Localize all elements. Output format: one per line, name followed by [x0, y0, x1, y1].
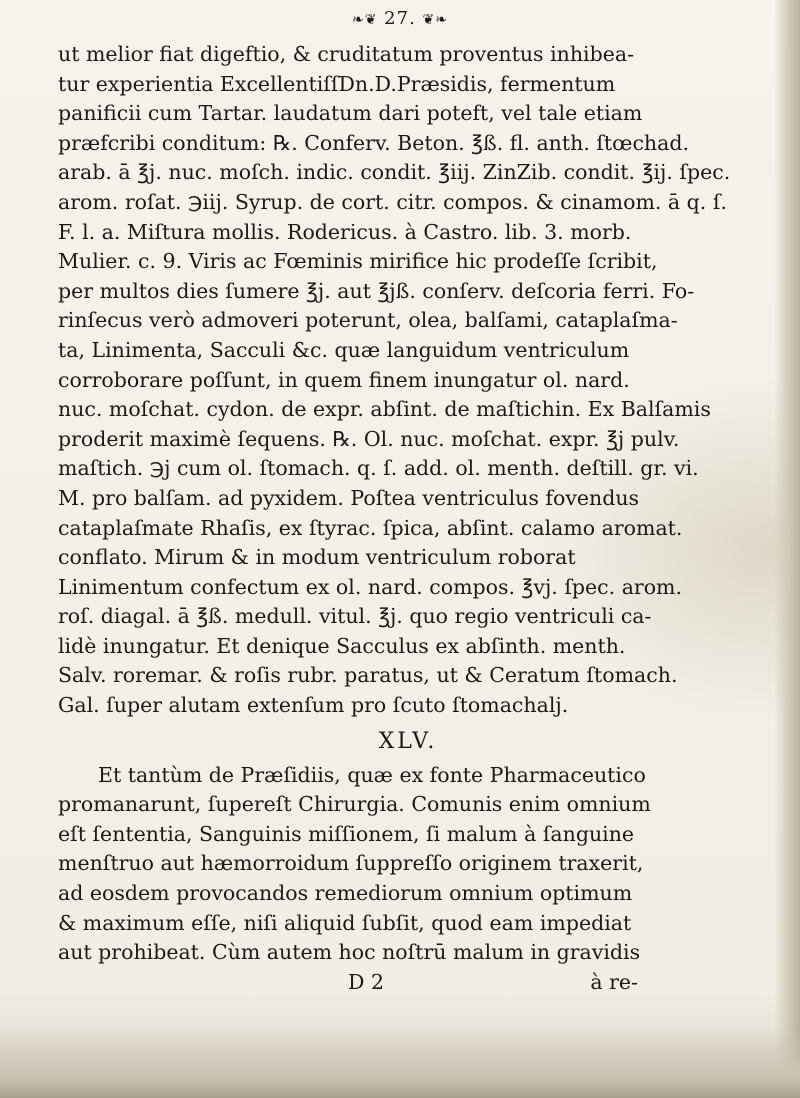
text-line: arom. roſat. ℈iij. Syrup. de cort. citr. compos. & cinamom. ā q. ſ. [58, 189, 727, 214]
text-line: cataplaſmate Rhaſis, ex ſtyrac. ſpica, abſint. calamo aromat. [58, 515, 683, 540]
text-line: aut prohibeat. Cùm autem hoc noſtrū malum in gravidis [58, 940, 641, 965]
text-line: maſtich. ℈j cum ol. ſtomach. q. ſ. add. ol. menth. deſtill. gr. vi. [58, 456, 699, 481]
text-line: Salv. roremar. & roſis rubr. paratus, ut & Ceratum ſtomach. [58, 663, 678, 688]
page-bottom-stain [0, 1028, 800, 1098]
text-line: eſt ſententia, Sanguinis miſſionem, ſi malum à ſanguine [58, 821, 635, 846]
text-line: menſtruo aut hæmorroidum ſuppreſſo originem traxerit, [58, 851, 644, 876]
text-line: corroborare poſſunt, in quem finem inungatur ol. nard. [58, 367, 630, 392]
page-header [0, 8, 800, 29]
text-line: proderit maximè ſequens. ℞. Ol. nuc. moſchat. expr. ℥j pulv. [58, 426, 680, 451]
signature-mark: D 2 [348, 969, 384, 994]
text-line: per multos dies ſumere ℥j. aut ℥jß. conſerv. deſcoria ferri. Fo- [58, 278, 695, 303]
text-line: Gal. ſuper alutam extenſum pro ſcuto ſtomachalj. [58, 693, 569, 718]
text-line: nuc. moſchat. cydon. de expr. abſint. de maſtichin. Ex Balſamis [58, 397, 711, 422]
text-line: ta, Linimenta, Sacculi &c. quæ languidum ventriculum [58, 337, 630, 362]
text-line: tur experientia ExcellentiſſDn.D.Præsidis, fermentum [58, 71, 616, 96]
text-line: panificii cum Tartar. laudatum dari poteft, vel tale etiam [58, 101, 643, 126]
body-text [58, 40, 758, 997]
right-ornament-icon: ❦❧ [422, 12, 449, 28]
page-footer [58, 968, 758, 998]
text-line: F. l. a. Miſtura mollis. Rodericus. à Castro. lib. 3. morb. [58, 219, 632, 244]
page-number: 27. [384, 8, 416, 29]
text-line: præfcribi conditum: ℞. Conferv. Beton. ℥ß. fl. anth. ſtœchad. [58, 130, 689, 155]
text-line: M. pro balſam. ad pyxidem. Poſtea ventriculus fovendus [58, 485, 640, 510]
text-line: conflato. Mirum & in modum ventriculum roborat [58, 545, 576, 570]
catchword: à re- [590, 969, 638, 994]
text-line: ut melior fiat digeftio, & cruditatum proventus inhibea- [58, 42, 635, 66]
text-line: Et tantùm de Præſidiis, quæ ex fonte Pharmaceutico [98, 762, 646, 787]
text-line: promanarunt, ſupereſt Chirurgia. Comunis enim omnium [58, 792, 651, 817]
text-line: roſ. diagal. ā ℥ß. medull. vitul. ℥j. quo regio ventriculi ca- [58, 604, 652, 629]
text-line: lidè inungatur. Et denique Sacculus ex abſinth. menth. [58, 633, 626, 658]
text-line: & maximum eſſe, niſi aliquid ſubſit, quod eam impediat [58, 910, 632, 935]
left-ornament-icon: ❧❦ [351, 12, 378, 28]
text-line: rinſecus verò admoveri poterunt, olea, balſami, cataplaſma- [58, 308, 678, 333]
section-heading: XLV. [378, 728, 438, 754]
text-line: Linimentum confectum ex ol. nard. compos. ℥vj. ſpec. arom. [58, 574, 683, 599]
page-edge-shadow [774, 0, 800, 1098]
text-line: ad eosdem provocandos remediorum omnium optimum [58, 881, 633, 906]
text-line: Mulier. c. 9. Viris ac Fœminis mirifice hic prodeſſe ſcribit, [58, 249, 658, 274]
text-line: arab. ā ℥j. nuc. moſch. indic. condit. ℥iij. ZinZib. condit. ℥ij. ſpec. [58, 160, 731, 185]
